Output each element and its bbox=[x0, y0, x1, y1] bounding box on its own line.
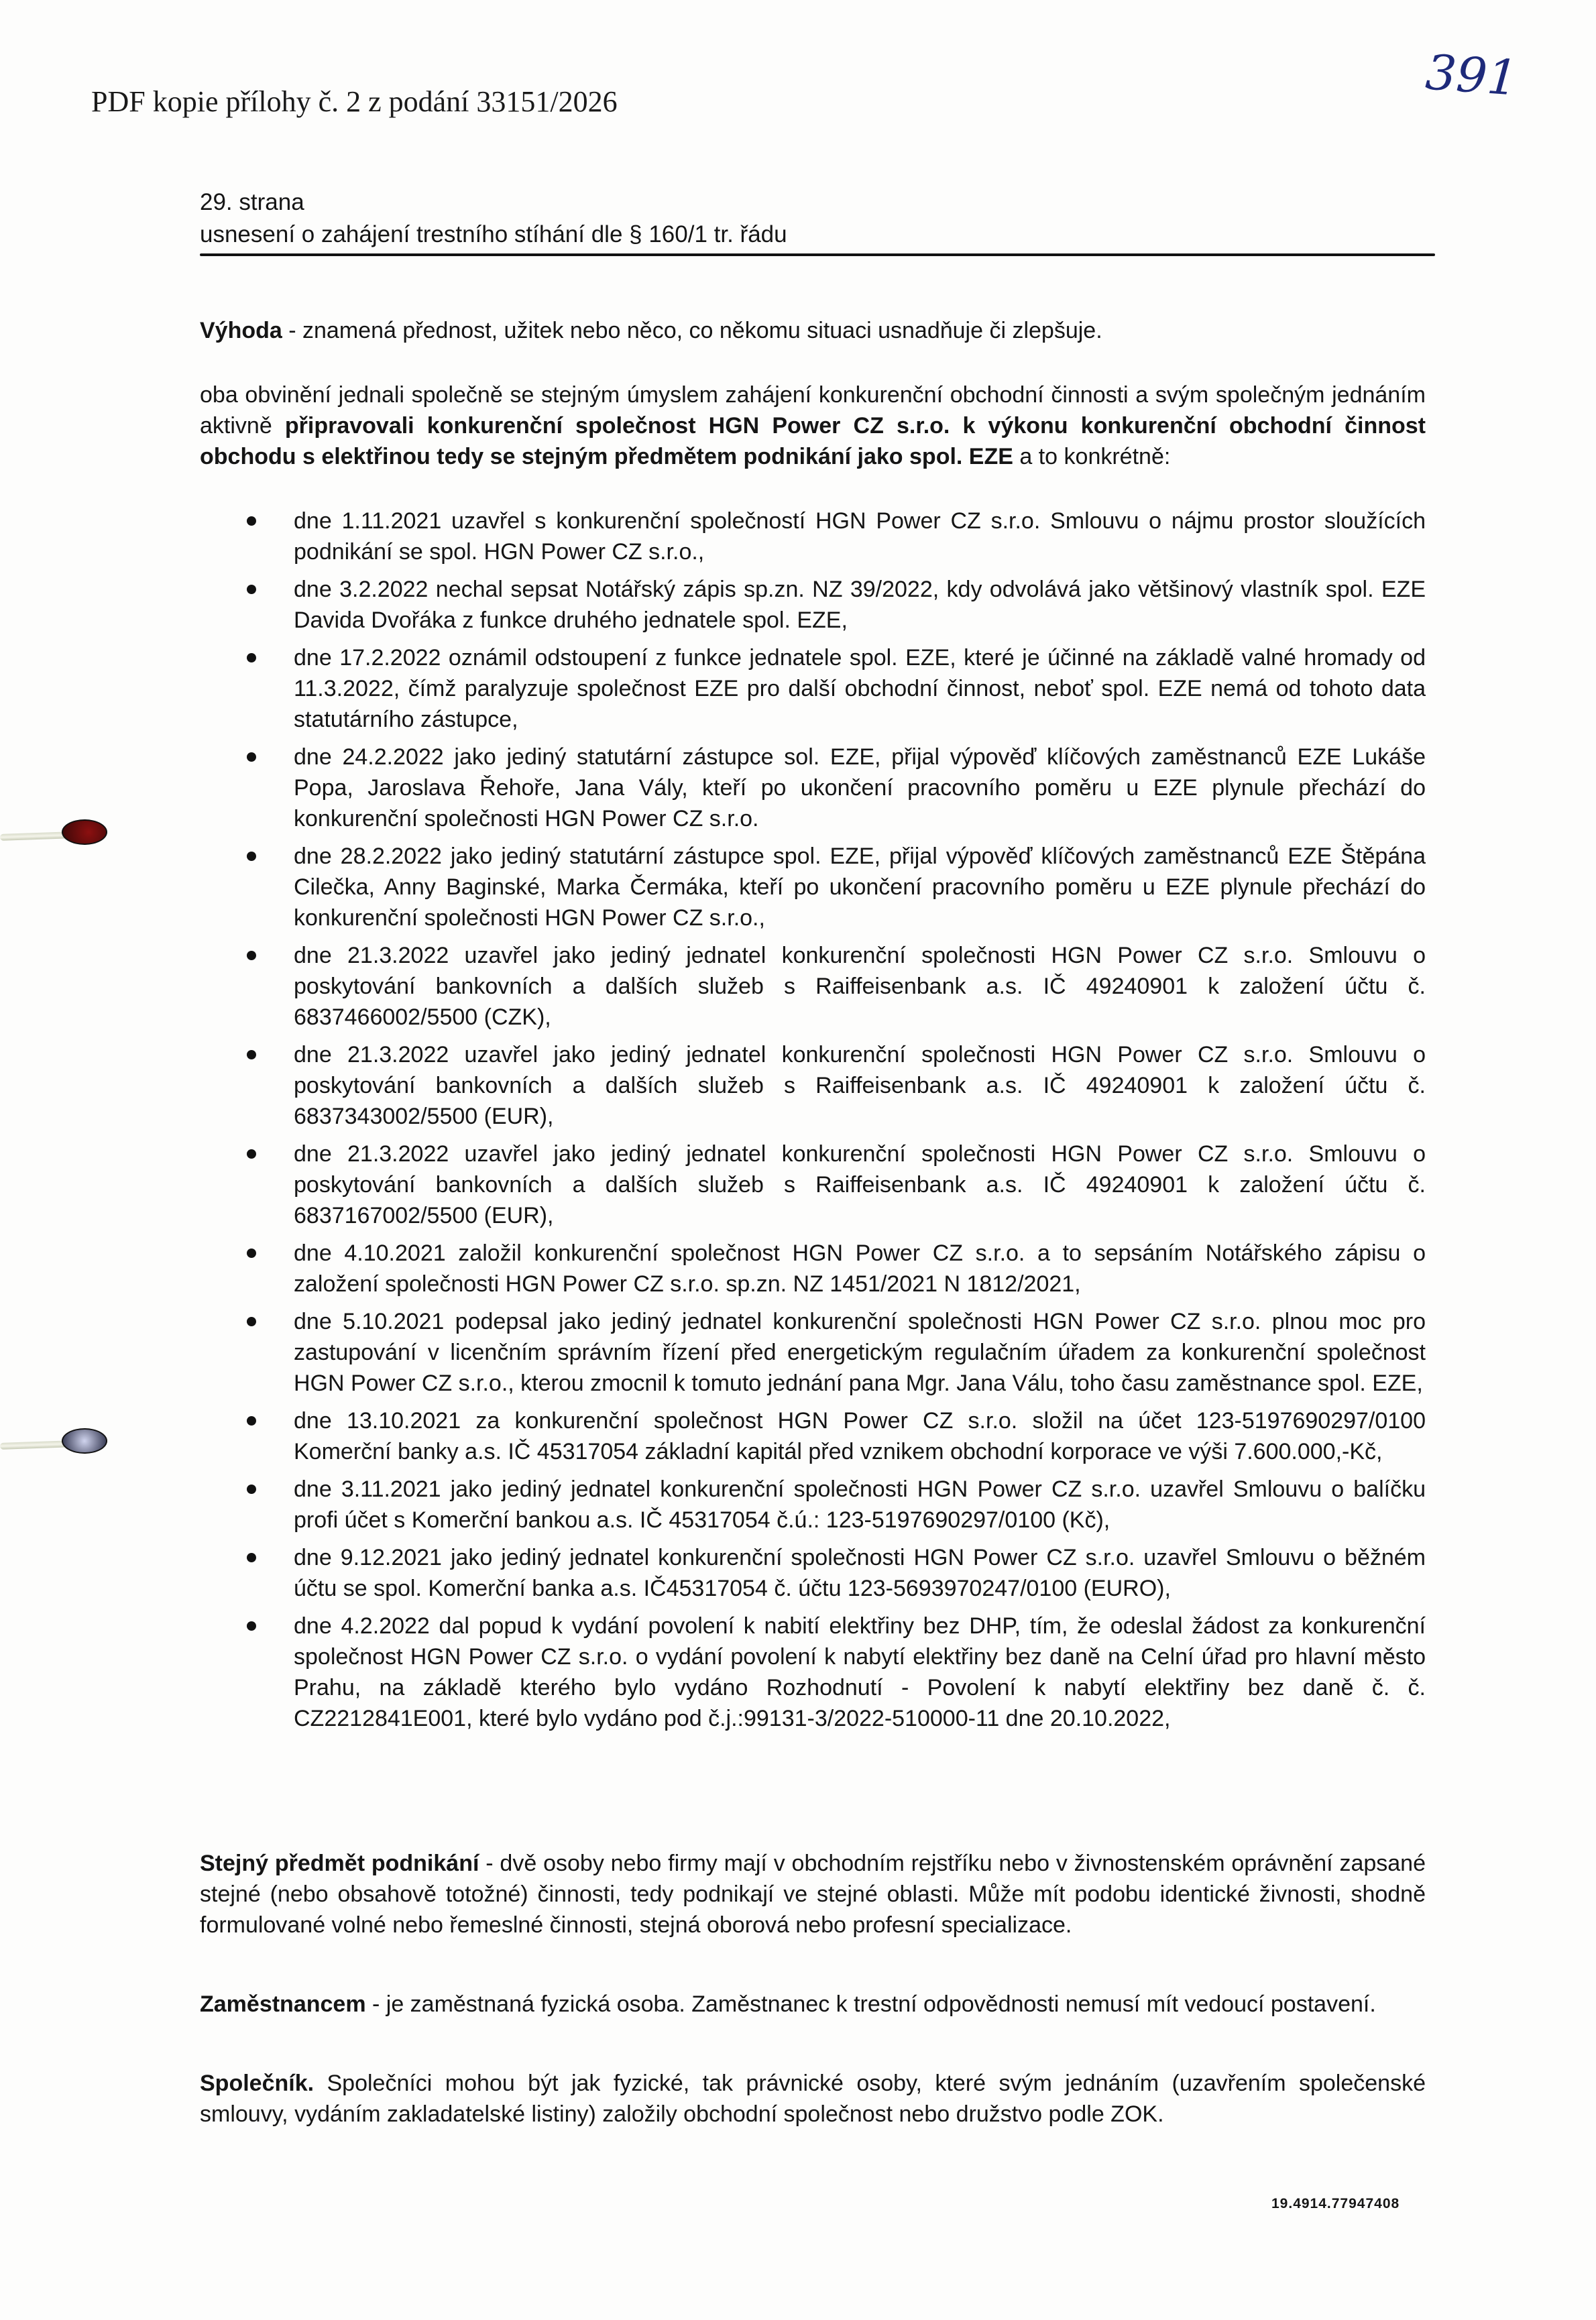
bullet-icon bbox=[247, 1149, 256, 1159]
binding-hole-red bbox=[0, 819, 107, 860]
event-list bbox=[200, 506, 1426, 1734]
hole-icon bbox=[62, 1428, 107, 1454]
definition-vyhoda bbox=[200, 315, 1426, 346]
list-item-text: dne 9.12.2021 jako jediný jednatel konkurenční společnosti HGN Power CZ s.r.o. uzavřel Smlouvu o běžném účtu se spol. Komerční banka a.s. IČ45317054 č. účtu 123-5693970247/0100 (EURO), bbox=[294, 1545, 1426, 1601]
list-item-text: dne 4.10.2021 založil konkurenční společnost HGN Power CZ s.r.o. a to sepsáním Notářského zápisu o založení společnosti HGN Power CZ s.r.o. sp.zn. NZ 1451/2021 N 1812/2021, bbox=[294, 1240, 1426, 1297]
document-header bbox=[200, 186, 787, 251]
bullet-icon bbox=[247, 1485, 256, 1494]
list-item-text: dne 21.3.2022 uzavřel jako jediný jednatel konkurenční společnosti HGN Power CZ s.r.o. Smlouvu o poskytování bankovních a dalších služeb s Raiffeisenbank a.s. IČ 49240901 k založení účtu č. 6837167002/5500 (EUR), bbox=[294, 1141, 1426, 1228]
list-item-text: dne 5.10.2021 podepsal jako jediný jednatel konkurenční společnosti HGN Power CZ s.r.o. plnou moc pro zastupování v licenčním správním řízení před energetickým regulačním úřadem za konkurenční společnost HGN Power CZ s.r.o., kterou zmocnil k tomuto jednání pana Mgr. Jana Válu, toho času zaměstnance spol. EZE, bbox=[294, 1309, 1426, 1396]
term: Stejný předmět podnikání bbox=[200, 1851, 479, 1876]
document-body bbox=[200, 315, 1426, 2130]
definition-text: - znamená přednost, užitek nebo něco, co někomu situaci usnadňuje či zlepšuje. bbox=[282, 318, 1102, 343]
list-item-text: dne 17.2.2022 oznámil odstoupení z funkce jednatele spol. EZE, které je účinné na základě valné hromady od 11.3.2022, čímž paralyzuje společnost EZE pro další obchodní činnost, neboť spol. EZE nemá od tohoto data statutárního zástupce, bbox=[294, 645, 1426, 732]
term: Výhoda bbox=[200, 318, 282, 343]
definition-text: - dvě osoby nebo firmy mají v obchodním rejstříku nebo v živnostenském oprávnění zapsané stejné (nebo obsahově totožné) činnosti, tedy podnikají ve stejné oblasti. Může mít podobu identické živnosti, shodně formulované volné nebo řemeslné činnosti, stejná oborová nebo profesní specializace. bbox=[200, 1851, 1426, 1938]
intro-text: oba obvinění jednali společně se stejným úmyslem zahájení konkurenční obchodní činnosti a svým společným jednáním aktivně bbox=[200, 382, 1426, 439]
list-item-text: dne 4.2.2022 dal popud k vydání povolení k nabití elektřiny bez DHP, tím, že odeslal žádost za konkurenční společnost HGN Power CZ s.r.o. o vydání povolení k nabytí elektřiny bez daně na Celní úřad pro hlavní město Prahu, na základě kterého bylo vydáno Rozhodnutí - Povolení k nabytí elektřiny bez daně č. č. CZ2212841E001, které bylo vydáno pod č.j.:99131-3/2022-510000-11 dne 20.10.2022, bbox=[294, 1613, 1426, 1731]
document-id: 19.4914.77947408 bbox=[1271, 2196, 1400, 2211]
bullet-icon bbox=[247, 516, 256, 526]
list-item-text: dne 3.11.2021 jako jediný jednatel konkurenční společnosti HGN Power CZ s.r.o. uzavřel Smlouvu o balíčku profi účet s Komerční bankou a.s. IČ 45317054 č.ú.: 123-5197690297/0100 (Kč), bbox=[294, 1476, 1426, 1533]
term: Společník. bbox=[200, 2071, 315, 2096]
list-item bbox=[200, 1611, 1426, 1734]
attachment-stamp: PDF kopie přílohy č. 2 z podání 33151/2026 bbox=[91, 85, 618, 118]
list-item bbox=[200, 1039, 1426, 1132]
list-item bbox=[200, 574, 1426, 636]
list-item-text: dne 3.2.2022 nechal sepsat Notářský zápis sp.zn. NZ 39/2022, kdy odvolává jako většinový vlastník spol. EZE Davida Dvořáka z funkce druhého jednatele spol. EZE, bbox=[294, 577, 1426, 633]
list-item bbox=[200, 742, 1426, 834]
document-title: usnesení o zahájení trestního stíhání dle § 160/1 tr. řádu bbox=[200, 221, 787, 247]
definition-text: - je zaměstnaná fyzická osoba. Zaměstnanec k trestní odpovědnosti nemusí mít vedoucí postavení. bbox=[365, 1991, 1376, 2017]
handwritten-page-number: 391 bbox=[1424, 44, 1520, 107]
bullet-icon bbox=[247, 752, 256, 762]
bullet-icon bbox=[247, 1553, 256, 1562]
header-rule bbox=[200, 253, 1435, 256]
list-item bbox=[200, 940, 1426, 1033]
list-item bbox=[200, 1306, 1426, 1399]
bullet-icon bbox=[247, 951, 256, 960]
list-item-text: dne 24.2.2022 jako jediný statutární zástupce sol. EZE, přijal výpověď klíčových zaměstnanců EZE Lukáše Popa, Jaroslava Řehoře, Jana Vály, kteří po ukončení pracovního poměru u EZE plynule přechází do konkurenční společnosti HGN Power CZ s.r.o. bbox=[294, 744, 1426, 831]
list-item-text: dne 21.3.2022 uzavřel jako jediný jednatel konkurenční společnosti HGN Power CZ s.r.o. Smlouvu o poskytování bankovních a dalších služeb s Raiffeisenbank a.s. IČ 49240901 k založení účtu č. 6837466002/5500 (CZK), bbox=[294, 943, 1426, 1030]
definition-zamestnanec bbox=[200, 1989, 1426, 2020]
term: Zaměstnancem bbox=[200, 1991, 366, 2017]
list-item bbox=[200, 1139, 1426, 1231]
list-item bbox=[200, 506, 1426, 567]
definition-spolecnik bbox=[200, 2068, 1426, 2130]
list-item bbox=[200, 841, 1426, 933]
bullet-icon bbox=[247, 1621, 256, 1631]
intro-paragraph bbox=[200, 380, 1426, 472]
list-item bbox=[200, 1238, 1426, 1299]
intro-text-end: a to konkrétně: bbox=[1013, 444, 1171, 469]
definition-text: Společníci mohou být jak fyzické, tak právnické osoby, které svým jednáním (uzavřením společenské smlouvy, vydáním zakladatelské listiny) založily obchodní společnost nebo družstvo podle ZOK. bbox=[200, 2071, 1426, 2127]
list-item bbox=[200, 642, 1426, 735]
bullet-icon bbox=[247, 1050, 256, 1059]
bullet-icon bbox=[247, 1416, 256, 1426]
list-item-text: dne 1.11.2021 uzavřel s konkurenční společností HGN Power CZ s.r.o. Smlouvu o nájmu prostor sloužících podnikání se spol. HGN Power CZ s.r.o., bbox=[294, 508, 1426, 565]
binding-hole-lower bbox=[0, 1428, 107, 1468]
list-item bbox=[200, 1474, 1426, 1535]
definition-predmet-podnikani bbox=[200, 1848, 1426, 1940]
intro-bold-text: připravovali konkurenční společnost HGN Power CZ s.r.o. k výkonu konkurenční obchodní činnost obchodu s elektřinou tedy se stejným předmětem podnikání jako spol. EZE bbox=[200, 413, 1426, 469]
list-item-text: dne 28.2.2022 jako jediný statutární zástupce spol. EZE, přijal výpověď klíčových zaměstnanců EZE Štěpána Cilečka, Anny Baginské, Marka Čermáka, kteří po ukončení pracovního poměru u EZE plynule přechází do konkurenční společnosti HGN Power CZ s.r.o., bbox=[294, 844, 1426, 931]
hole-icon bbox=[62, 819, 107, 845]
page-label: 29. strana bbox=[200, 189, 304, 215]
bullet-icon bbox=[247, 1317, 256, 1326]
list-item bbox=[200, 1542, 1426, 1604]
list-item-text: dne 21.3.2022 uzavřel jako jediný jednatel konkurenční společnosti HGN Power CZ s.r.o. Smlouvu o poskytování bankovních a dalších služeb s Raiffeisenbank a.s. IČ 49240901 k založení účtu č. 6837343002/5500 (EUR), bbox=[294, 1042, 1426, 1129]
bullet-icon bbox=[247, 653, 256, 662]
list-item-text: dne 13.10.2021 za konkurenční společnost HGN Power CZ s.r.o. složil na účet 123-5197690297/0100 Komerční banky a.s. IČ 45317054 základní kapitál před vznikem obchodní korporace ve výši 7.600.000,-Kč, bbox=[294, 1408, 1426, 1464]
list-item bbox=[200, 1405, 1426, 1467]
bullet-icon bbox=[247, 585, 256, 594]
bullet-icon bbox=[247, 1249, 256, 1258]
bullet-icon bbox=[247, 852, 256, 861]
